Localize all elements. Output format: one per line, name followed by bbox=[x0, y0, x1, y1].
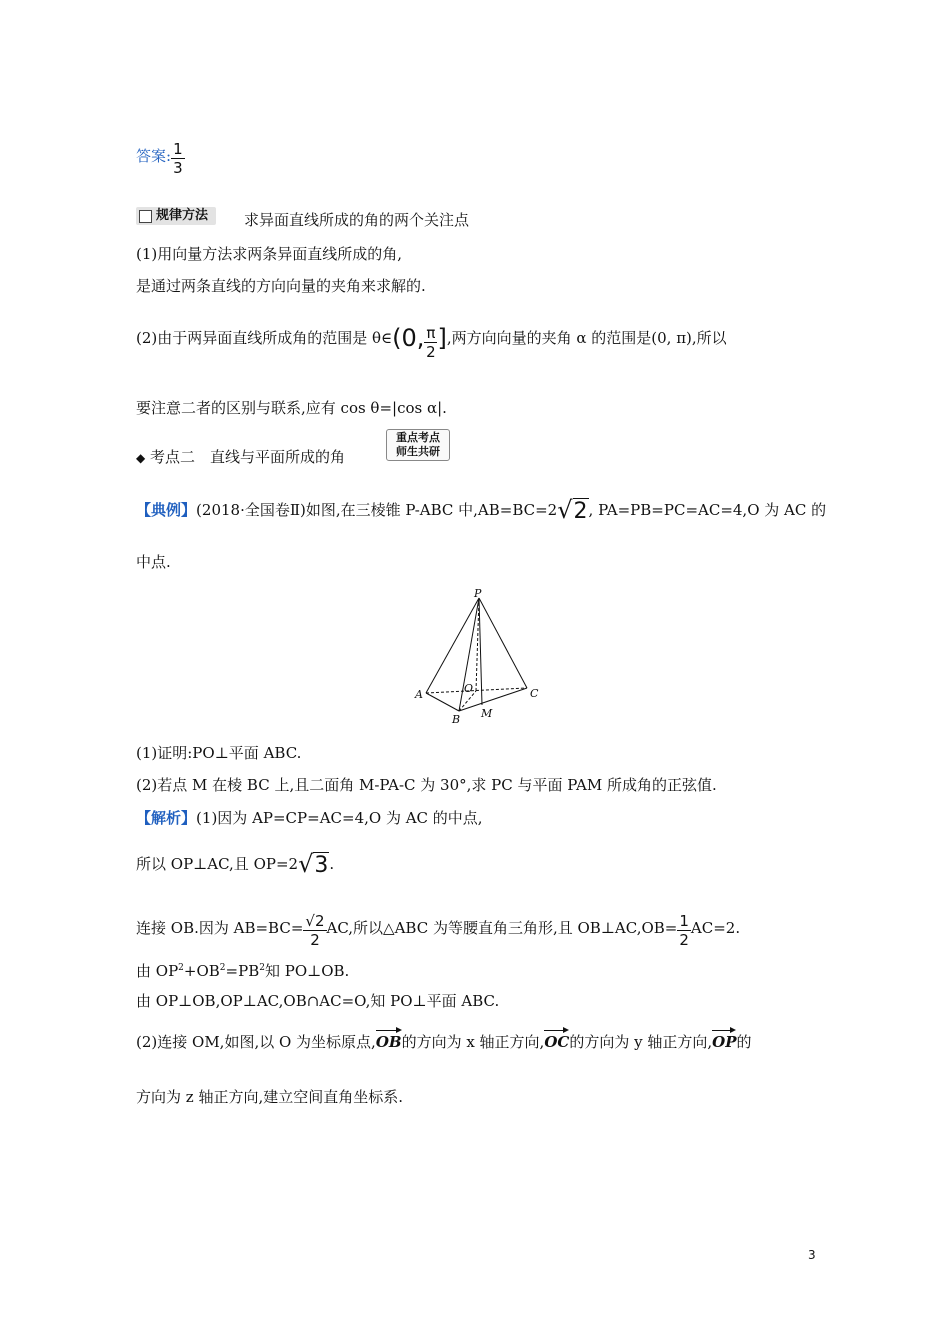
vector-OB: OB bbox=[376, 1028, 402, 1052]
method-p3: 要注意二者的区别与联系,应有 cos θ=|cos α|. bbox=[136, 399, 447, 417]
answer-fraction: $\frac{1}{3}$ bbox=[173, 140, 183, 177]
solution-line-5: 由 OP⊥OB,OP⊥AC,OB∩AC=O,知 PO⊥平面 ABC. bbox=[136, 992, 500, 1010]
answer-label: 答案: bbox=[136, 147, 172, 165]
label-A: A bbox=[415, 688, 423, 701]
method-p1a: (1)用向量方法求两条异面直线所成的角, bbox=[136, 245, 403, 263]
pyramid-figure bbox=[412, 588, 552, 728]
diamond-icon: ◆ bbox=[136, 451, 146, 465]
label-P: P bbox=[474, 588, 482, 600]
edge-PC bbox=[479, 598, 527, 688]
label-C: C bbox=[530, 687, 539, 700]
method-badge: 规律方法 bbox=[136, 207, 216, 225]
edge-AB bbox=[426, 693, 459, 711]
sqrt-2: √2 bbox=[557, 496, 588, 524]
example-cont: 中点. bbox=[136, 553, 171, 571]
edge-PM bbox=[479, 598, 482, 705]
method-title: 求异面直线所成的角的两个关注点 bbox=[244, 211, 470, 229]
solution-label: 【解析】 bbox=[136, 809, 197, 827]
solution-line-4: 由 $OP^2+OB^2=PB^2$知 PO⊥OB. bbox=[136, 962, 350, 980]
example-line: 【典例】(2018·全国卷Ⅱ)如图,在三棱锥 P-ABC 中,AB=BC=2√2, PA=PB=PC=AC=4,O 为 AC 的 bbox=[136, 496, 827, 524]
solution-line-7: 方向为 z 轴正方向,建立空间直角坐标系. bbox=[136, 1088, 403, 1106]
method-p1b: 是通过两条直线的方向向量的夹角来求解的. bbox=[136, 277, 426, 295]
example-label: 【典例】 bbox=[136, 501, 197, 519]
question-2: (2)若点 M 在棱 BC 上,且二面角 M-PA-C 为 30°,求 PC 与平面 PAM 所成角的正弦值. bbox=[136, 776, 717, 794]
question-1: (1)证明:PO⊥平面 ABC. bbox=[136, 744, 302, 762]
label-O: O bbox=[464, 682, 474, 695]
vector-OP: OP bbox=[712, 1028, 736, 1052]
page-number: 3 bbox=[808, 1248, 816, 1262]
label-M: M bbox=[481, 707, 493, 720]
interval: (0, $\frac{\pi}{2}$ ] bbox=[392, 324, 447, 361]
solution-line-2: 所以 OP⊥AC,且 OP=2√3. bbox=[136, 850, 335, 878]
solution-line-6: (2)连接 OM,如图,以 O 为坐标原点,OB的方向为 x 轴正方向,OC的方向为 y 轴正方向,OP的 bbox=[136, 1028, 752, 1052]
answer-line bbox=[136, 140, 185, 177]
solution-line-3: 连接 OB.因为 AB=BC= $\frac{√2}{2}$ AC,所以△ABC 为等腰直角三角形,且 OB⊥AC,OB= $\frac{1}{2}$ AC=2. bbox=[136, 912, 741, 949]
section-tag: 重点考点 师生共研 bbox=[386, 429, 450, 461]
section-heading: ◆ 考点二 直线与平面所成的角 bbox=[136, 448, 346, 466]
method-p2: (2)由于两异面直线所成角的范围是 θ∈(0, $\frac{\pi}{2}$ ],两方向向量的夹角 α 的范围是(0, π),所以 bbox=[136, 324, 727, 361]
sqrt-3: √3 bbox=[298, 850, 329, 878]
label-B: B bbox=[452, 713, 461, 726]
note-icon bbox=[139, 210, 152, 223]
solution-line-1: 【解析】(1)因为 AP=CP=AC=4,O 为 AC 的中点, bbox=[136, 809, 483, 827]
vector-OC: OC bbox=[544, 1028, 569, 1052]
